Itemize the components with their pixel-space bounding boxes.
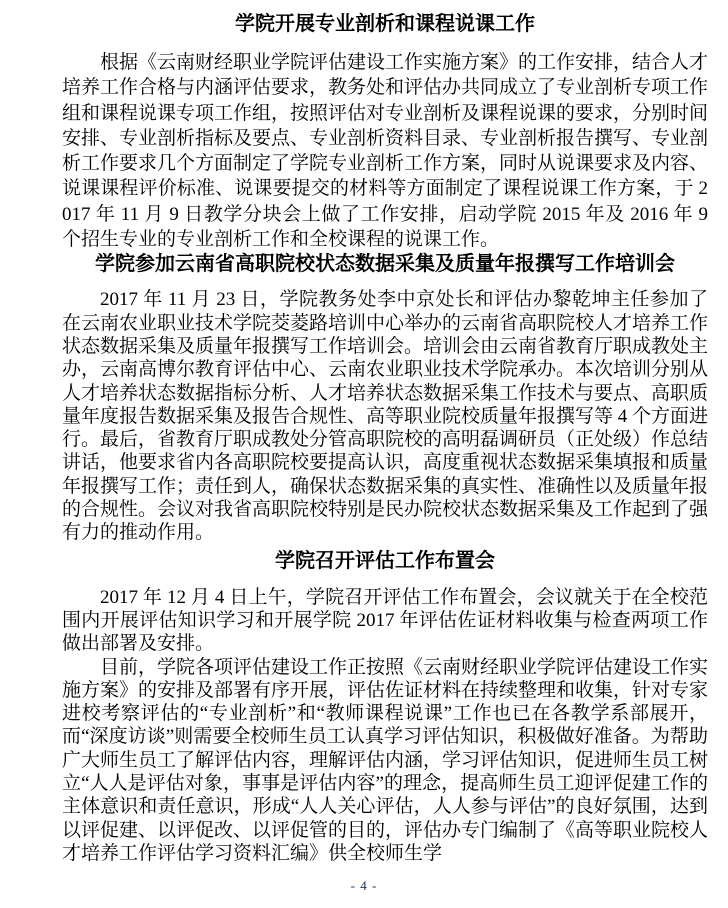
section-heading-3: 学院召开评估工作布置会 — [275, 549, 495, 572]
section-heading-2: 学院参加云南省高职院校状态数据采集及质量年报撰写工作培训会 — [95, 253, 675, 276]
page-number: - 4 - — [350, 878, 378, 893]
page-footer — [0, 877, 728, 895]
section-heading-1: 学院开展专业剖析和课程说课工作 — [235, 13, 535, 35]
paragraph-3-2: 目前，学院各项评估建设工作正按照《云南财经职业学院评估建设工作实施方案》的安排及部署有序开展，评估佐证材料在持续整理和收集，针对专家进校考察评估的“专业剖析”和“教师课程说课”工作也已在各教学系部展开，而“深度访谈”则需要全校师生员工认真学习评估知识，积极做好准备。为帮助广大师生员工了解评估内容，理解评估内涵，学习评估知识，促进师生员工树立“人人是评估对象，事事是评估内容”的理念，提高师生员工迎评促建工作的主体意识和责任意识，形成“人人关心评估，人人参与评估”的良好氛围，达到以评促建、以评促改、以评促管的目的，评估办专门编制了《高等职业院校人才培养工作评估学习资料汇编》供全校师生学 — [62, 656, 709, 864]
paragraph-3-1: 2017 年 12 月 4 日上午，学院召开评估工作布置会，会议就关于在全校范围内开展评估知识学习和开展学院 2017 年评估佐证材料收集与检查两项工作做出部署及安排。 — [62, 586, 708, 655]
paragraph-2-1: 2017 年 11 月 23 日，学院教务处李中京处长和评估办黎乾坤主任参加了在云南农业职业技术学院茭菱路培训中心举办的云南省高职院校人才培养工作状态数据采集及质量年报撰写工作培训会。培训会由云南省教育厅职成教处主办，云南高博尔教育评估中心、云南农业职业技术学院承办。本次培训分别从人才培养状态数据指标分析、人才培养状态数据采集工作技术与要点、高职质量年度报告数据采集及报告合规性、高等职业院校质量年报撰写等 4 个方面进行。最后，省教育厅职成教处分管高职院校的高明磊调研员（正处级）作总结讲话，他要求省内各高职院校要提高认识，高度重视状态数据采集填报和质量年报撰写工作；责任到人，确保状态数据采集的真实性、准确性以及质量年报的合规性。会议对我省高职院校特别是民办院校状态数据采集及工作起到了强有力的推动作用。 — [62, 289, 709, 544]
paragraph-1-1: 根据《云南财经职业学院评估建设工作实施方案》的工作安排，结合人才培养工作合格与内涵评估要求，教务处和评估办共同成立了专业剖析专项工作组和课程说课专项工作组，按照评估对专业剖析及课程说课的要求，分别时间安排、专业剖析指标及要点、专业剖析资料目录、专业剖析报告撰写、专业剖析工作要求几个方面制定了学院专业剖析工作方案，同时从说课要求及内容、说课课程评价标准、说课要提交的材料等方面制定了课程说课工作方案，于 2017 年 11 月 9 日教学分块会上做了工作安排，启动学院 2015 年及 2016 年 9 个招生专业的专业剖析工作和全校课程的说课工作。 — [62, 52, 709, 251]
